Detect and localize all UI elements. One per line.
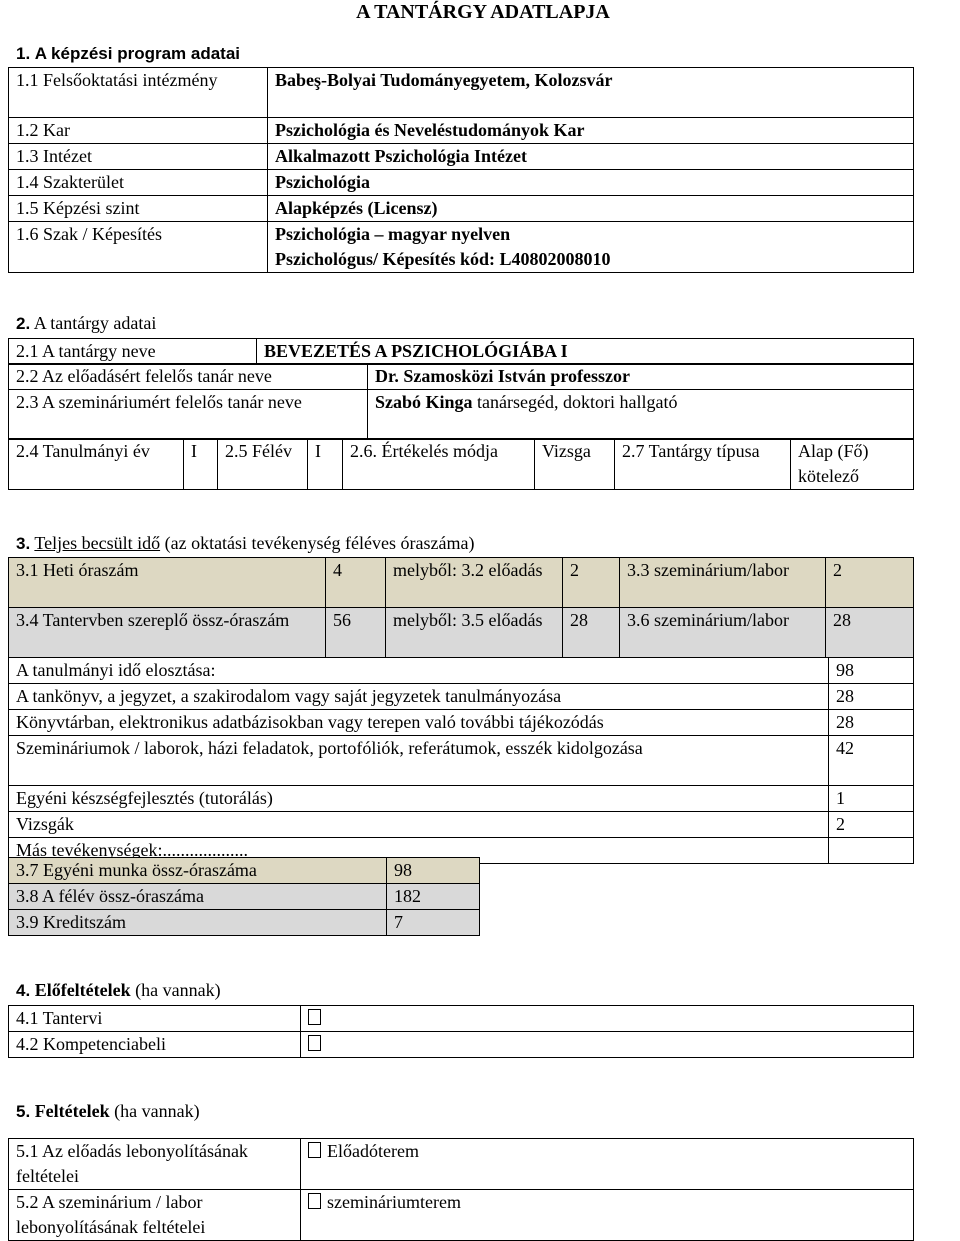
section-5-heading: [16, 1101, 200, 1122]
section-number: 5.: [16, 1102, 31, 1121]
section-title: Feltételek: [34, 1101, 110, 1121]
course-meta-table: [8, 438, 914, 490]
label-cell: 3.8 A félév össz-óraszáma: [9, 884, 387, 910]
checkbox-icon: [308, 1142, 321, 1158]
table-row: [9, 858, 480, 884]
section-number: 4.: [16, 981, 31, 1000]
label-cell: 3.9 Kreditszám: [9, 910, 387, 936]
label-cell: Vizsgák: [9, 812, 829, 838]
label-cell: Más tevékenységek:...................: [9, 838, 829, 864]
year-value: I: [184, 439, 218, 490]
value-cell: 98: [829, 658, 914, 684]
label-cell: 2.2 Az előadásért felelős tanár neve: [9, 364, 368, 390]
value-cell: Alapképzés (Licensz): [268, 196, 914, 222]
value-cell: [301, 1006, 914, 1032]
checkbox-icon: [308, 1009, 321, 1025]
table-row: [9, 910, 480, 936]
section-subtitle: (ha vannak): [130, 980, 221, 1000]
conditions-table: [8, 1138, 914, 1241]
seminar-teacher-name: Szabó Kinga: [375, 392, 473, 412]
label-cell: 1.1 Felsőoktatási intézmény: [9, 68, 268, 118]
table-row: [9, 1032, 914, 1058]
semester-value: I: [308, 439, 343, 490]
section-number: 3.: [16, 534, 31, 553]
table-row: [9, 884, 480, 910]
hours-table: [8, 557, 914, 658]
page-title: A TANTÁRGY ADATLAPJA: [356, 1, 610, 23]
value-cell: Babeş-Bolyai Tudományegyetem, Kolozsvár: [268, 68, 914, 118]
section-subtitle: (ha vannak): [109, 1101, 200, 1121]
section-number: 1.: [16, 44, 31, 63]
label-cell: 3.7 Egyéni munka össz-óraszáma: [9, 858, 387, 884]
seminar-value: 28: [826, 608, 914, 658]
value-cell: [268, 222, 914, 273]
value-cell: 28: [829, 684, 914, 710]
seminar-teacher: [368, 390, 914, 440]
lecture-value: 28: [563, 608, 620, 658]
label-cell: 1.6 Szak / Képesítés: [9, 222, 268, 273]
section-2-heading: [16, 313, 156, 334]
label-cell: 1.4 Szakterület: [9, 170, 268, 196]
section-1-heading: [16, 43, 240, 64]
section-title: Teljes becsült idő: [34, 533, 161, 553]
label-cell: 1.5 Képzési szint: [9, 196, 268, 222]
lecturer-name: Dr. Szamosközi István professzor: [368, 364, 914, 390]
label-cell: 1.2 Kar: [9, 118, 268, 144]
label-cell: 4.1 Tantervi: [9, 1006, 301, 1032]
totals-table: [8, 857, 480, 936]
value-cell: [301, 1139, 914, 1190]
year-label: 2.4 Tanulmányi év: [9, 439, 184, 490]
value-cell: 2: [829, 812, 914, 838]
program-name: Pszichológia – magyar nyelven: [275, 224, 511, 244]
table-row: [9, 736, 914, 786]
table-row: [9, 658, 914, 684]
course-type-label: 2.7 Tantárgy típusa: [615, 439, 791, 490]
label-cell: 4.2 Kompetenciabeli: [9, 1032, 301, 1058]
program-data-table: [8, 67, 914, 273]
label-cell: A tanulmányi idő elosztása:: [9, 658, 829, 684]
label-cell: Könyvtárban, elektronikus adatbázisokban vagy terepen való további tájékozódás: [9, 710, 829, 736]
lecture-value: 2: [563, 558, 620, 608]
course-type-value: Alap (Fő) kötelező: [791, 439, 914, 490]
evaluation-label: 2.6. Értékelés módja: [343, 439, 535, 490]
value-cell: 182: [387, 884, 480, 910]
weekly-hours-value: 4: [326, 558, 386, 608]
course-staff-table: [8, 363, 914, 440]
label-cell: 5.2 A szeminárium / labor lebonyolításának feltételei: [9, 1190, 301, 1241]
time-distribution-table: [8, 657, 914, 864]
evaluation-value: Vizsga: [535, 439, 615, 490]
section-title: Előfeltételek: [34, 980, 131, 1000]
value-cell: Pszichológia és Neveléstudományok Kar: [268, 118, 914, 144]
label-cell: Egyéni készségfejlesztés (tutorálás): [9, 786, 829, 812]
value-cell: 42: [829, 736, 914, 786]
table-row: [9, 1139, 914, 1190]
lecture-label: melyből: 3.2 előadás: [386, 558, 563, 608]
table-row: [9, 812, 914, 838]
qualification-code: Pszichológus/ Képesítés kód: L40802008010: [275, 249, 611, 269]
label-cell: 2.1 A tantárgy neve: [9, 339, 257, 365]
section-subtitle: (az oktatási tevékenység féléves óraszáma): [160, 533, 475, 553]
course-name: BEVEZETÉS A PSZICHOLÓGIÁBA I: [257, 339, 914, 365]
label-cell: 2.3 A szemináriumért felelős tanár neve: [9, 390, 368, 440]
table-row: [9, 786, 914, 812]
label-cell: Szemináriumok / laborok, házi feladatok, portofóliók, referátumok, esszék kidolgozása: [9, 736, 829, 786]
checkbox-icon: [308, 1193, 321, 1209]
table-row: [9, 710, 914, 736]
value-cell: [301, 1190, 914, 1241]
section-4-heading: [16, 980, 221, 1001]
seminar-label: 3.3 szeminárium/labor: [620, 558, 826, 608]
section-number: 2.: [16, 314, 31, 333]
value-text: szemináriumterem: [327, 1192, 461, 1212]
value-cell: [301, 1032, 914, 1058]
value-cell: 28: [829, 710, 914, 736]
value-text: Előadóterem: [327, 1141, 419, 1161]
seminar-value: 2: [826, 558, 914, 608]
weekly-hours-label: 3.1 Heti óraszám: [9, 558, 326, 608]
label-cell: 1.3 Intézet: [9, 144, 268, 170]
total-hours-label: 3.4 Tantervben szereplő össz-óraszám: [9, 608, 326, 658]
value-cell: 1: [829, 786, 914, 812]
semester-label: 2.5 Félév: [218, 439, 308, 490]
section-title: A tantárgy adatai: [33, 313, 157, 333]
value-cell: 98: [387, 858, 480, 884]
value-cell: 7: [387, 910, 480, 936]
section-3-heading: [16, 533, 474, 554]
table-row: [9, 684, 914, 710]
table-row: [9, 1006, 914, 1032]
label-cell: A tankönyv, a jegyzet, a szakirodalom vagy saját jegyzetek tanulmányozása: [9, 684, 829, 710]
seminar-label: 3.6 szeminárium/labor: [620, 608, 826, 658]
total-hours-value: 56: [326, 608, 386, 658]
value-cell: [829, 838, 914, 864]
table-row: [9, 1190, 914, 1241]
value-cell: Pszichológia: [268, 170, 914, 196]
value-cell: Alkalmazott Pszichológia Intézet: [268, 144, 914, 170]
lecture-label: melyből: 3.5 előadás: [386, 608, 563, 658]
seminar-teacher-title: tanársegéd, doktori hallgató: [472, 392, 678, 412]
section-title: A képzési program adatai: [34, 44, 241, 63]
checkbox-icon: [308, 1035, 321, 1051]
course-name-table: [8, 338, 914, 365]
prerequisites-table: [8, 1005, 914, 1058]
label-cell: 5.1 Az előadás lebonyolításának feltételei: [9, 1139, 301, 1190]
